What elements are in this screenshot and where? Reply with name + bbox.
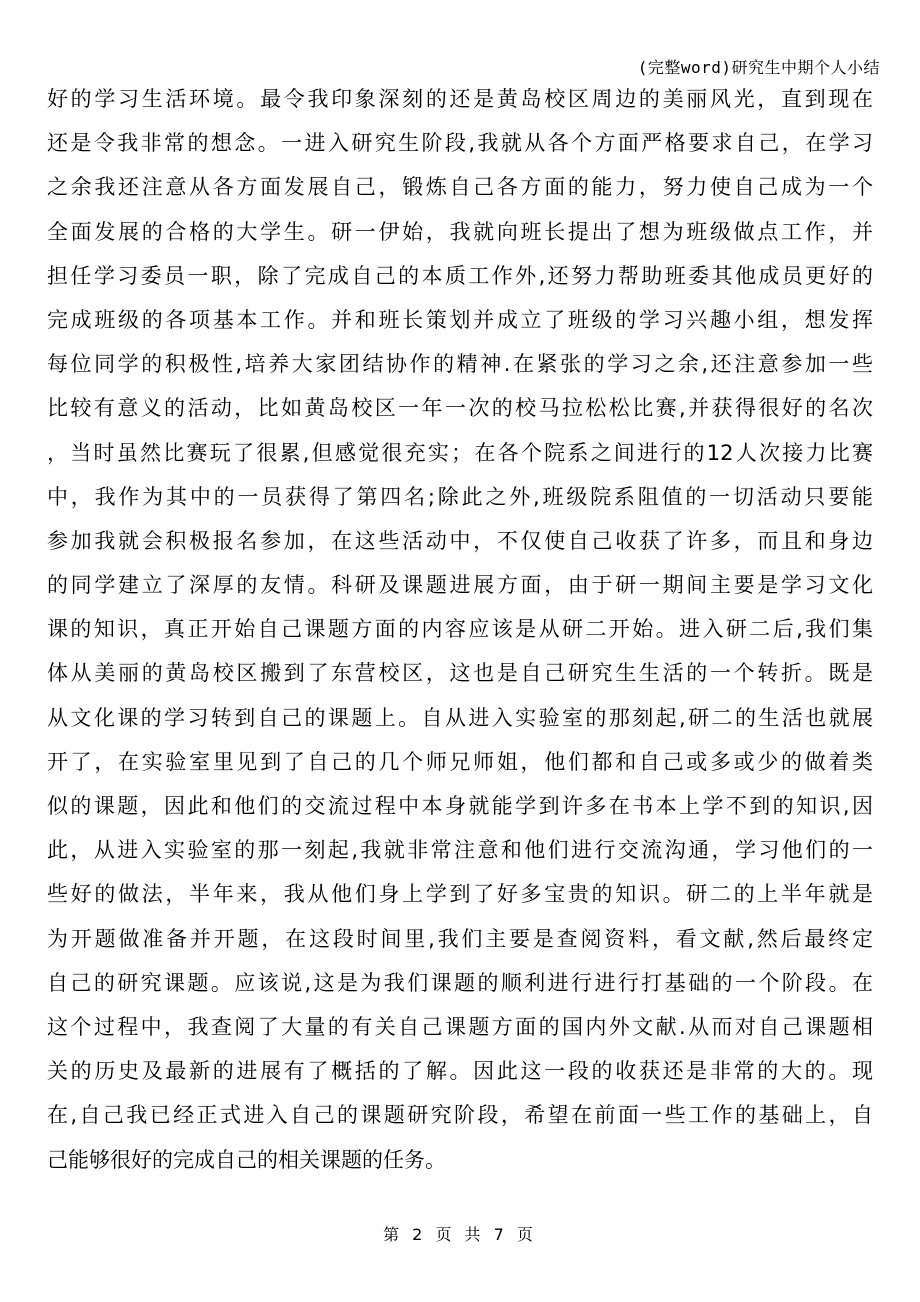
text-line: ，当时虽然比赛玩了很累,但感觉很充实；在各个院系之间进行的12人次接力比赛 [47,440,873,465]
text-line: 之余我还注意从各方面发展自己，锻炼自己各方面的能力，努力使自己成为一个 [47,175,873,200]
text-line: 课的知识，真正开始自己课题方面的内容应该是从研二开始。进入研二后,我们集 [47,617,873,642]
text-line: 关的历史及最新的进展有了概括的了解。因此这一段的收获还是非常的大的。现 [47,1059,873,1084]
text-line: 还是令我非常的想念。一进入研究生阶段,我就从各个方面严格要求自己，在学习 [47,131,873,156]
text-line: 好的学习生活环境。最令我印象深刻的还是黄岛校区周边的美丽风光，直到现在 [47,87,873,111]
text-line: 似的课题，因此和他们的交流过程中本身就能学到许多在书本上学不到的知识,因 [47,794,873,818]
text-line: 从文化课的学习转到自己的课题上。自从进入实验室的那刻起,研二的生活也就展 [47,705,873,730]
text-line: 己能够很好的完成自己的相关课题的任务。 [47,1147,446,1172]
text-line: 为开题做准备并开题，在这段时间里,我们主要是查阅资料，看文献,然后最终定 [47,926,873,951]
text-line: 体从美丽的黄岛校区搬到了东营校区，这也是自己研究生生活的一个转折。既是 [47,661,873,686]
text-line: 担任学习委员一职，除了完成自己的本质工作外,还努力帮助班委其他成员更好的 [47,263,873,288]
document-body [47,77,873,1182]
text-line: 此，从进入实验室的那一刻起,我就非常注意和他们进行交流沟通，学习他们的一 [47,838,873,863]
text-line: 参加我就会积极报名参加，在这些活动中，不仅使自己收获了许多，而且和身边 [47,528,873,553]
text-line: 全面发展的合格的大学生。研一伊始，我就向班长提出了想为班级做点工作，并 [47,219,873,244]
text-line: 些好的做法，半年来，我从他们身上学到了好多宝贵的知识。研二的上半年就是 [47,882,873,907]
text-line: 这个过程中，我查阅了大量的有关自己课题方面的国内外文献.从而对自己课题相 [47,1014,873,1039]
text-line: 中，我作为其中的一员获得了第四名;除此之外,班级院系阻值的一切活动只要能 [47,484,873,509]
page-number: 第 2 页 共 7 页 [383,1225,537,1244]
text-line: 在,自己我已经正式进入自己的课题研究阶段，希望在前面一些工作的基础上，自 [47,1103,873,1128]
text-line: 每位同学的积极性,培养大家团结协作的精神.在紧张的学习之余,还注意参加一些 [47,352,873,377]
text-line: 比较有意义的活动，比如黄岛校区一年一次的校马拉松松比赛,并获得很好的名次 [47,396,873,421]
text-line: 完成班级的各项基本工作。并和班长策划并成立了班级的学习兴趣小组，想发挥 [47,307,873,332]
document-header-title: (完整word)研究生中期个人小结 [637,58,880,77]
text-line: 开了，在实验室里见到了自己的几个师兄师姐，他们都和自己或多或少的做着类 [47,749,873,774]
text-line: 的同学建立了深厚的友情。科研及课题进展方面，由于研一期间主要是学习文化 [47,573,873,598]
text-line: 自己的研究课题。应该说,这是为我们课题的顺利进行进行打基础的一个阶段。在 [47,970,873,995]
